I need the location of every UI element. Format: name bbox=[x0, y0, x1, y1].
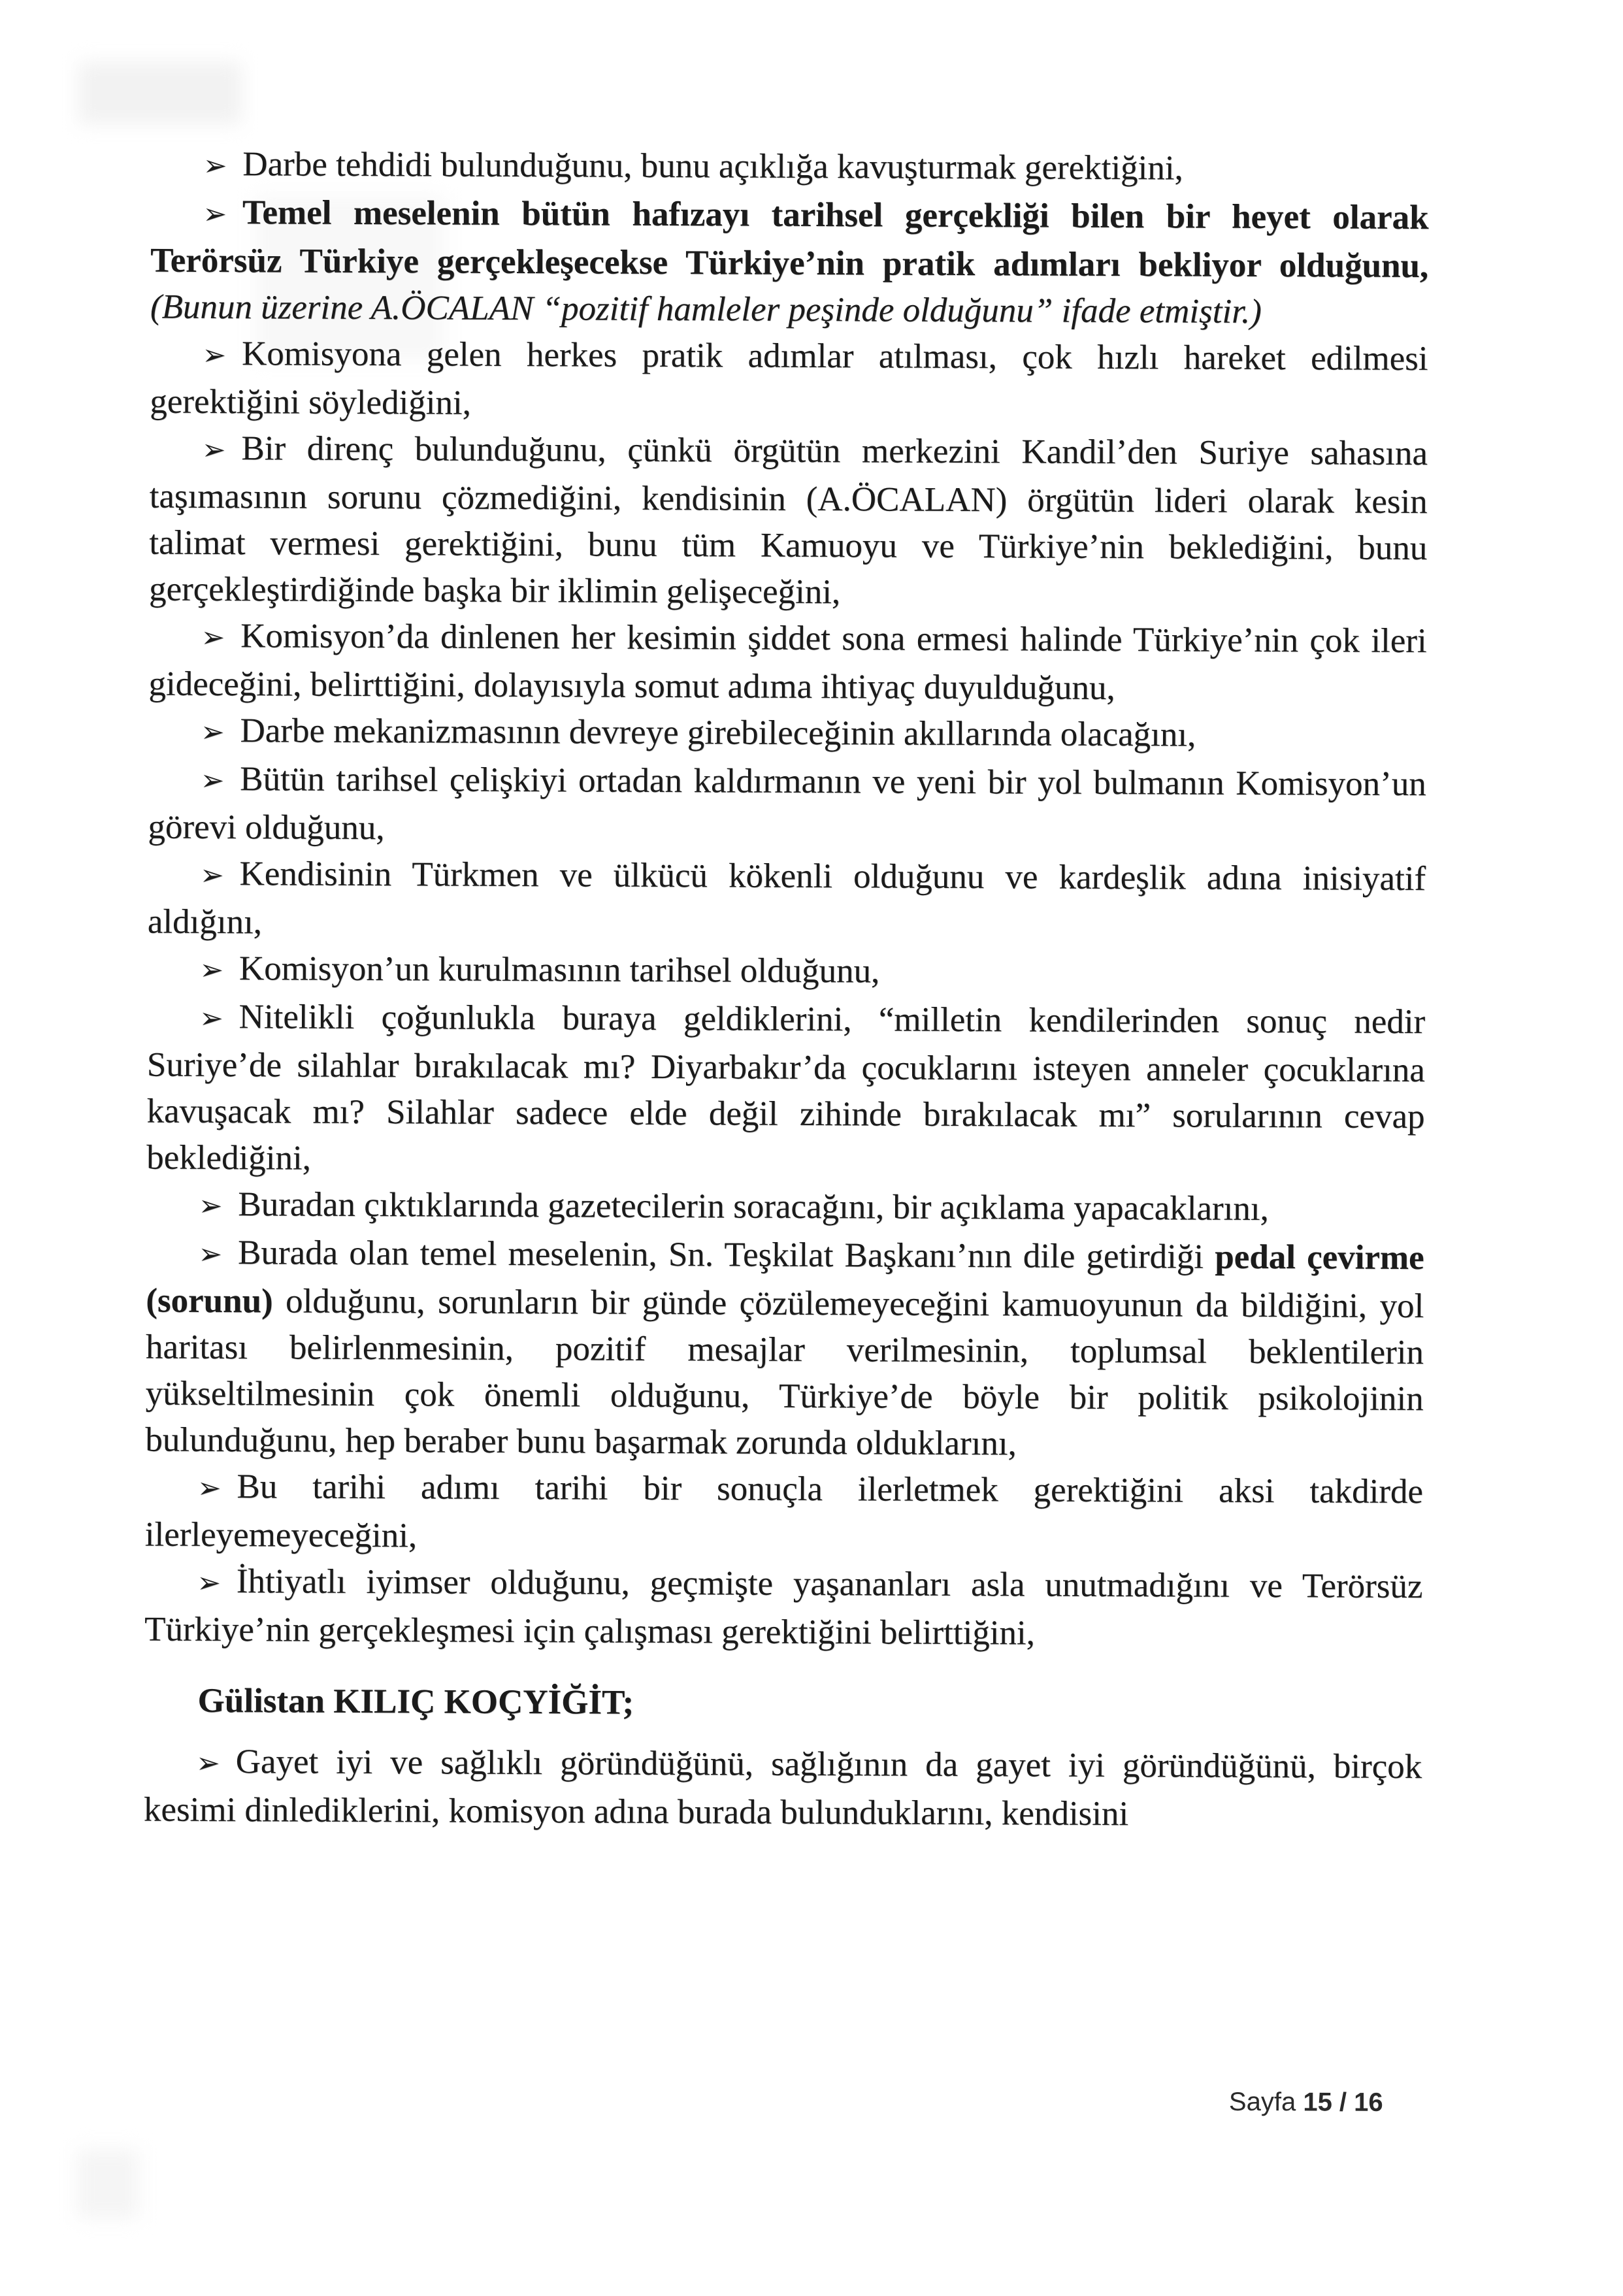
bullet-arrow-icon: ➢ bbox=[200, 764, 225, 798]
bullet-arrow-icon: ➢ bbox=[203, 149, 227, 183]
text-run: olduğunu, sorunların bir günde çözülemeyeceğini kamuoyunun da bildiğini, yol haritası belirlenmesinin, pozitif mesajlar verilmesinin, toplumsal beklentilerin yükseltilmesinin çok önemli olduğunu, Türkiye’de böyle bir politik psikolojinin bulunduğunu, hep beraber bunu başarmak zorunda olduklarını, bbox=[145, 1282, 1424, 1463]
text-run: pedal çevirme (sorunu) bbox=[146, 1238, 1424, 1320]
bullet-arrow-icon: ➢ bbox=[200, 715, 225, 749]
text-run: Kendisinin Türkmen ve ülkücü kökenli olduğunu ve kardeşlik adına inisiyatif aldığını, bbox=[147, 855, 1426, 942]
footer-page-number: 15 / 16 bbox=[1303, 2088, 1383, 2117]
bullet-arrow-icon: ➢ bbox=[198, 1238, 223, 1271]
text-run: Nitelikli çoğunlukla buraya geldiklerini, “milletin kendilerinden sonuç nedir Suriye’de silahlar bırakılacak mı? Diyarbakır’da çocuklarını isteyen anneler çocuklarına kavuşacak mı? Silahlar sadece elde değil zihinde bırakılacak mı” sorularının cevap beklediğini, bbox=[146, 998, 1426, 1177]
bullet-paragraph bbox=[146, 994, 1425, 1187]
bullet-paragraph bbox=[148, 756, 1426, 857]
bullet-paragraph bbox=[146, 1181, 1424, 1236]
text-run: Bu tarihi adımı tarihi bir sonuçla ilerletmek gerektiğini aksi takdirde ilerleyemeyeceğini, bbox=[144, 1468, 1424, 1555]
text-run: İhtiyatlı iyimser olduğunu, geçmişte yaşananları asla unutmadığını ve Terörsüz Türkiye’nin gerçekleşmesi için çalışması gerektiğini belirttiğini, bbox=[144, 1562, 1423, 1652]
bullet-arrow-icon: ➢ bbox=[201, 621, 225, 655]
bullet-paragraph bbox=[147, 945, 1425, 1000]
section-heading bbox=[144, 1678, 1422, 1730]
bullet-arrow-icon: ➢ bbox=[202, 338, 227, 372]
text-run: Komisyon’un kurulmasının tarihsel olduğunu, bbox=[238, 949, 880, 991]
text-run: Darbe mekanizmasının devreye girebileceğinin akıllarında olacağını, bbox=[240, 712, 1196, 754]
bullet-paragraph bbox=[148, 613, 1427, 713]
bullet-arrow-icon: ➢ bbox=[197, 1471, 221, 1505]
text-run: Komisyon’da dinlenen her kesimin şiddet sona ermesi halinde Türkiye’nin çok ileri gideceğini, belirttiğini, dolayısıyla somut adıma ihtiyaç duyulduğunu, bbox=[148, 617, 1427, 708]
text-run: Gayet iyi ve sağlıklı göründüğünü, sağlığının da gayet iyi göründüğünü, birçok kesimi dinlediklerini, komisyon adına burada bulunduklarını, kendisini bbox=[143, 1743, 1422, 1833]
text-run: Komisyona gelen herkes pratik adımlar atılması, çok hızlı hareket edilmesi gerektiğini söylediğini, bbox=[150, 335, 1428, 422]
bullet-paragraph bbox=[149, 425, 1428, 619]
bullet-arrow-icon: ➢ bbox=[200, 859, 224, 893]
text-run: Burada olan temel meselenin, Sn. Teşkilat Başkanı’nın dile getirdiği bbox=[237, 1234, 1215, 1276]
bullet-paragraph bbox=[148, 708, 1426, 762]
bullet-paragraph bbox=[148, 851, 1426, 951]
bullet-paragraph bbox=[150, 331, 1428, 431]
bullet-paragraph bbox=[151, 141, 1429, 195]
text-run: Bütün tarihsel çelişkiyi ortadan kaldırmanın ve yeni bir yol bulmanın Komisyon’un görevi olduğunu, bbox=[148, 760, 1426, 847]
bullet-arrow-icon: ➢ bbox=[199, 953, 224, 987]
bullet-paragraph bbox=[144, 1558, 1423, 1659]
text-run: Darbe tehdidi bulunduğunu, bunu açıklığa kavuşturmak gerektiğini, bbox=[242, 145, 1183, 188]
bullet-arrow-icon: ➢ bbox=[203, 197, 227, 231]
bullet-paragraph bbox=[145, 1464, 1424, 1564]
page-footer bbox=[1229, 2086, 1383, 2118]
text-run: Buradan çıktıklarında gazetecilerin soracağını, bir açıklama yapacaklarını, bbox=[238, 1185, 1269, 1228]
bullet-arrow-icon: ➢ bbox=[199, 1002, 223, 1036]
text-run: Bir direnç bulunduğunu, çünkü örgütün merkezini Kandil’den Suriye sahasına taşımasının sorunu çözmediğini, kendisinin (A.ÖCALAN) örgütün lideri olarak kesin talimat vermesi gerektiğini, bunu tüm Kamuoyu ve Türkiye’nin beklediğini, bunu gerçekleştirdiğinde başka bir iklimin gelişeceğini, bbox=[148, 429, 1428, 612]
bullet-arrow-icon: ➢ bbox=[196, 1747, 220, 1780]
bullet-arrow-icon: ➢ bbox=[201, 433, 226, 467]
bullet-paragraph bbox=[145, 1230, 1424, 1469]
bullet-paragraph bbox=[150, 189, 1429, 336]
text-run: Temel meselenin bütün hafızayı tarihsel gerçekliği bilen bir heyet olarak Terörsüz Türkiye gerçekleşecekse Türkiye’nin pratik adımları bekliyor olduğunu, bbox=[150, 193, 1429, 286]
text-run: (Bunun üzerine A.ÖCALAN “pozitif hamleler peşinde olduğunu” ifade etmiştir.) bbox=[150, 287, 1262, 331]
document-body bbox=[144, 141, 1429, 1839]
footer-label: Sayfa bbox=[1228, 2087, 1303, 2117]
bullet-arrow-icon: ➢ bbox=[198, 1189, 223, 1223]
bullet-paragraph bbox=[144, 1739, 1422, 1839]
bullet-arrow-icon: ➢ bbox=[197, 1566, 221, 1600]
speaker-name: Gülistan KILIÇ KOÇYİĞİT; bbox=[197, 1681, 634, 1722]
